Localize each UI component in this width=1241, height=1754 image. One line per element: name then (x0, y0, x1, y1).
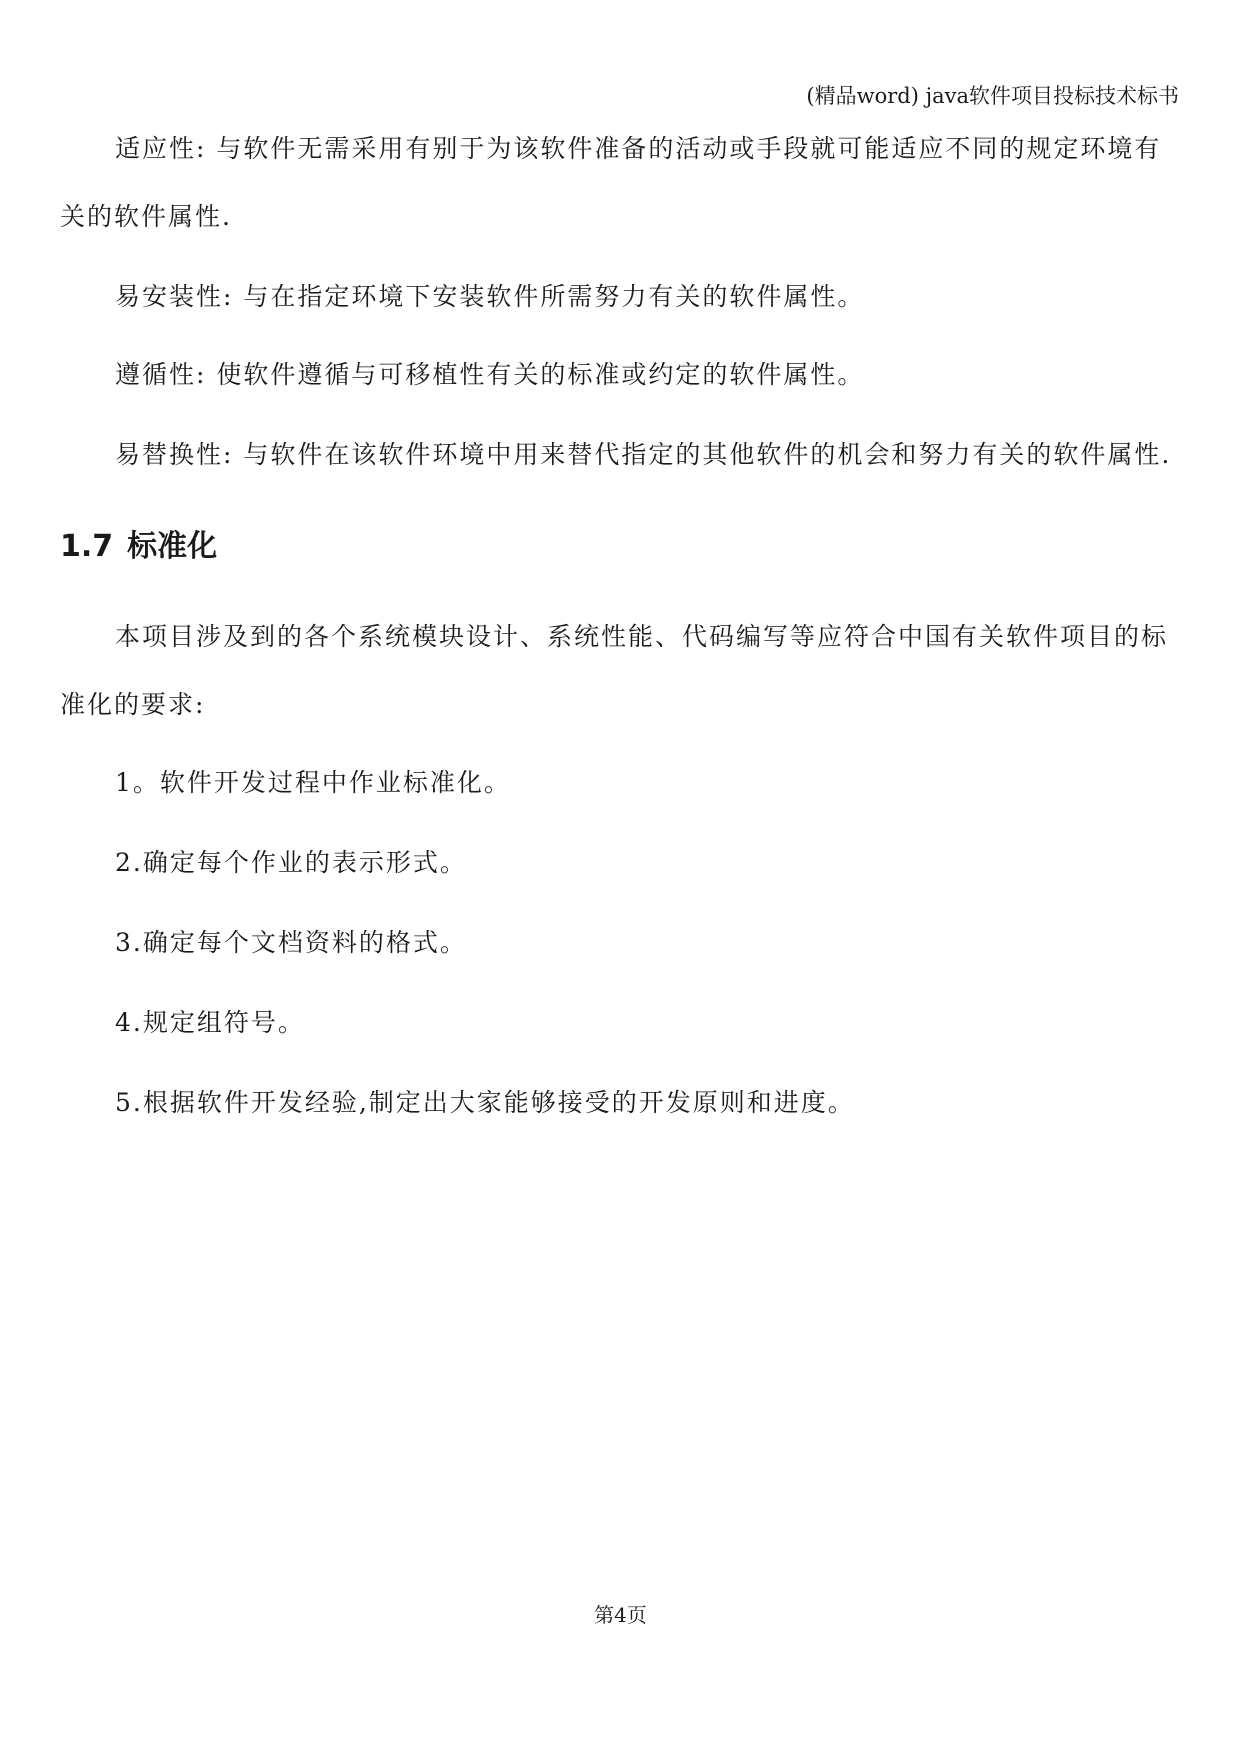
paragraph-replaceability: 易替换性: 与软件在该软件环境中用来替代指定的其他软件的机会和努力有关的软件属性. (115, 440, 1172, 469)
section-number: 1.7 (60, 529, 114, 564)
paragraph-adaptability-line1: 适应性: 与软件无需采用有别于为该软件准备的活动或手段就可能适应不同的规定环境有 (115, 134, 1162, 163)
section-title: 标准化 (127, 529, 218, 564)
paragraph-standardization-intro-line2: 准化的要求: (60, 690, 206, 719)
list-item: 4.规定组符号。 (115, 1008, 305, 1037)
list-item: 1。软件开发过程中作业标准化。 (115, 768, 511, 797)
section-heading (60, 529, 218, 564)
list-item: 2.确定每个作业的表示形式。 (115, 848, 467, 877)
paragraph-adaptability-line2: 关的软件属性. (60, 202, 232, 231)
list-item: 5.根据软件开发经验,制定出大家能够接受的开发原则和进度。 (115, 1088, 855, 1117)
paragraph-standardization-intro-line1: 本项目涉及到的各个系统模块设计、系统性能、代码编写等应符合中国有关软件项目的标 (115, 622, 1169, 651)
paragraph-compliance: 遵循性: 使软件遵循与可移植性有关的标准或约定的软件属性。 (115, 360, 865, 389)
running-header: (精品word) java软件项目投标技术标书 (806, 84, 1179, 108)
paragraph-installability: 易安装性: 与在指定环境下安装软件所需努力有关的软件属性。 (115, 282, 865, 311)
list-item: 3.确定每个文档资料的格式。 (115, 928, 467, 957)
page-number: 第4页 (594, 1603, 647, 1627)
